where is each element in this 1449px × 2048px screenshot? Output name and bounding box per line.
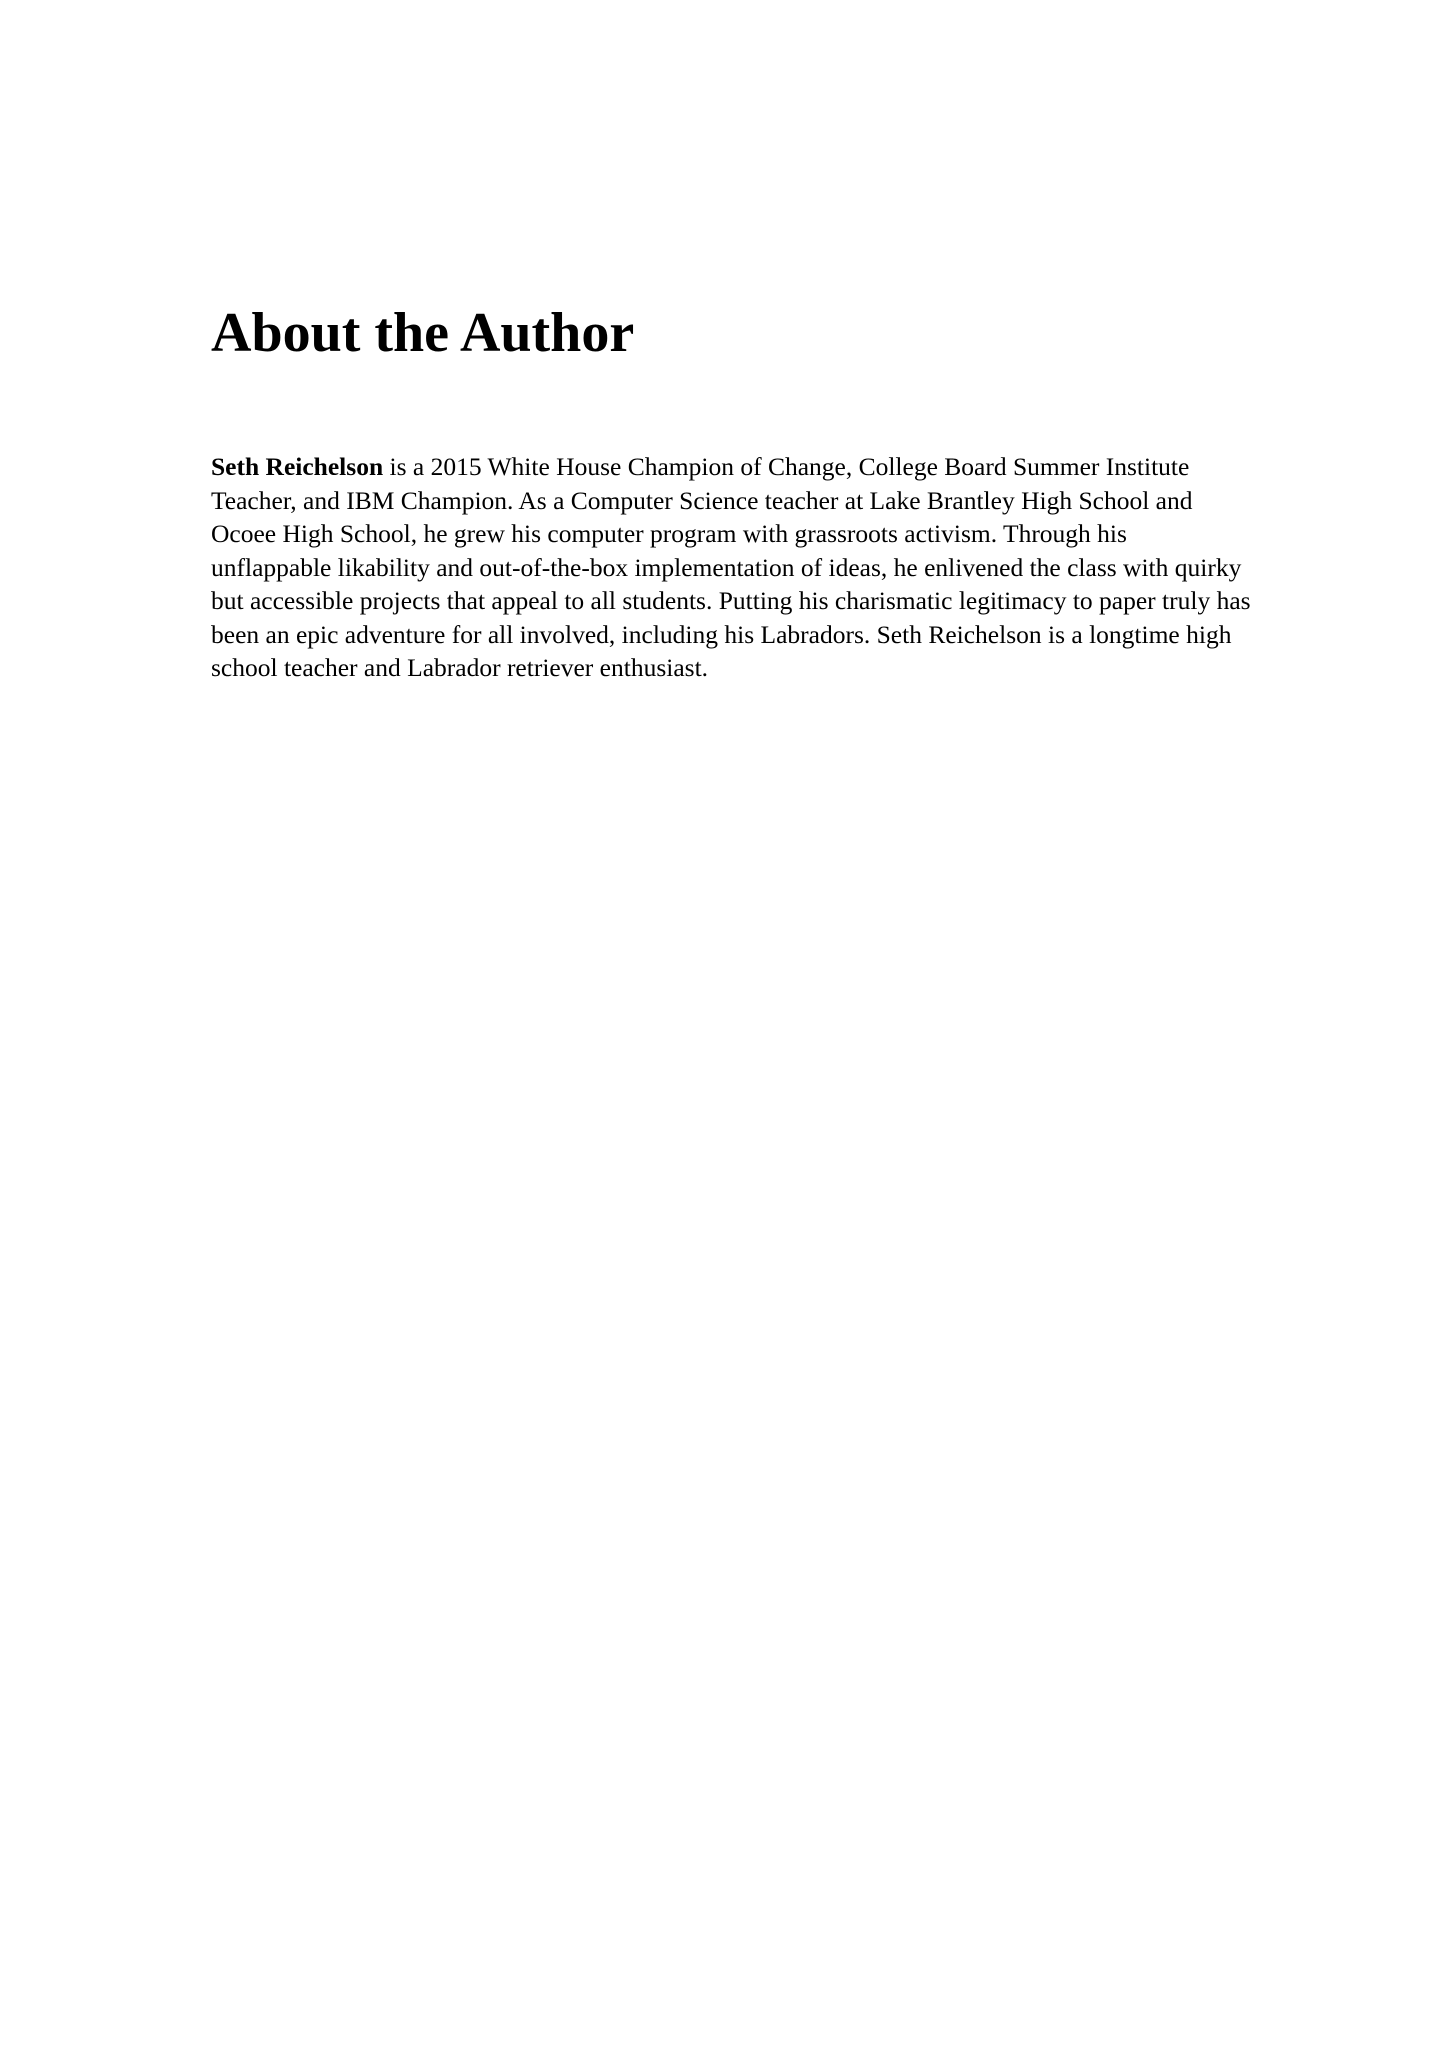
author-bio-text: is a 2015 White House Champion of Change, College Board Summer Institute Teacher, and IBM Champion. As a Computer Science teacher at Lake Brantley High School and Ocoee High School, he grew his computer program with grassroots activism. Through his unflappable likability and out-of-the-box implementation of ideas, he enlivened the class with quirky but accessible projects that appeal to all students. Putting his charismatic legitimacy to paper truly has been an epic adventure for all involved, including his Labradors. Seth Reichelson is a longtime high school teacher and Labrador retriever enthusiast. <box>211 452 1251 682</box>
author-name: Seth Reichelson <box>211 452 384 481</box>
author-bio-paragraph <box>211 450 1251 685</box>
page-content <box>211 300 1251 682</box>
page-title: About the Author <box>211 302 635 364</box>
